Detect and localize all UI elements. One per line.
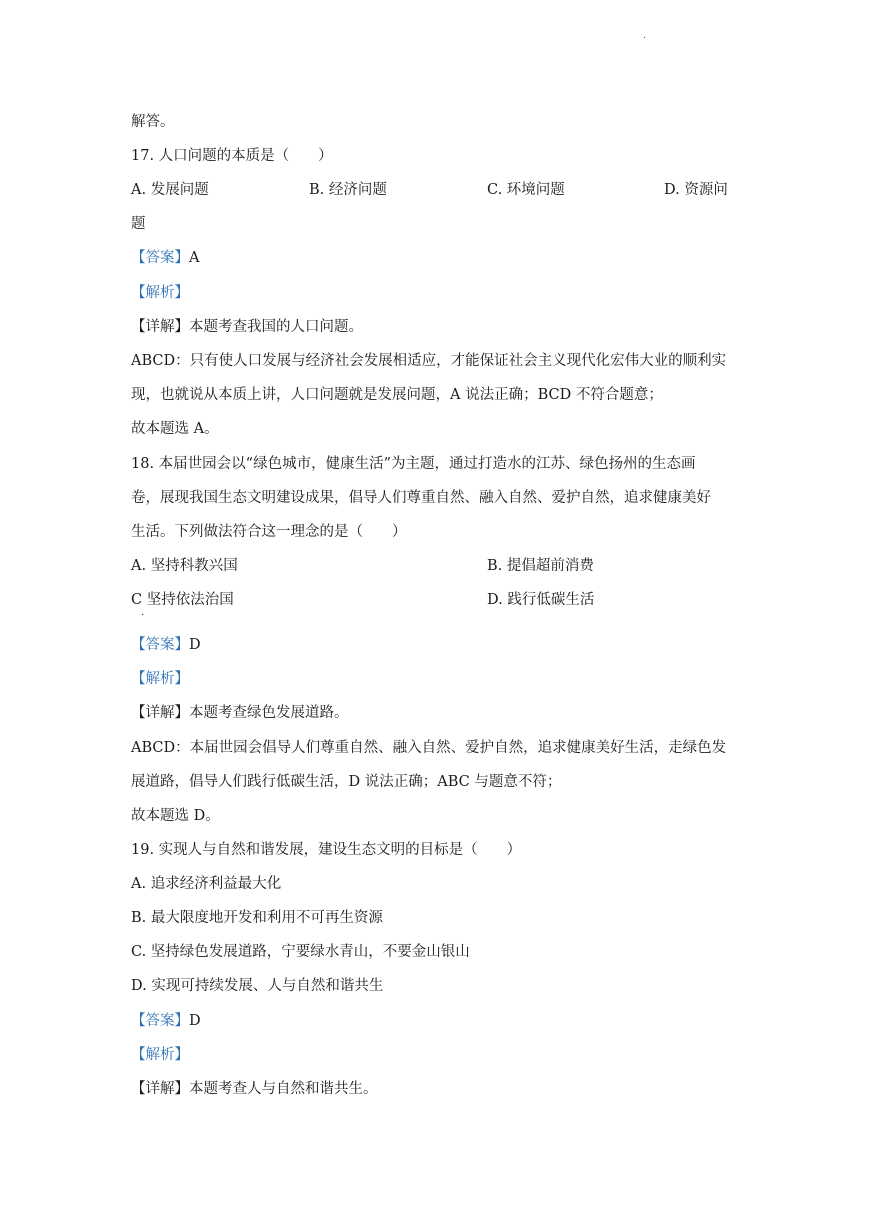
q19-option-d: D. 实现可持续发展、人与自然和谐共生 xyxy=(131,978,384,994)
answer-value: D xyxy=(189,637,201,653)
q17-explain-2: 现，也就说从本质上讲，人口问题就是发展问题，A 说法正确；BCD 不符合题意； xyxy=(131,387,663,403)
answer-tag: 【答案】 xyxy=(131,637,189,653)
detail-text: 本题考查我国的人口问题。 xyxy=(189,319,363,335)
q18-explain-1: ABCD：本届世园会倡导人们尊重自然、融入自然、爱护自然，追求健康美好生活，走绿色发 xyxy=(131,740,727,756)
q18-option-b: B. 提倡超前消费 xyxy=(487,558,594,574)
q18-stem-3: 生活。下列做法符合这一理念的是（ ） xyxy=(131,524,407,540)
q17-option-a: A. 发展问题 xyxy=(131,182,209,198)
q19-option-c: C. 坚持绿色发展道路，宁要绿水青山，不要金山银山 xyxy=(131,944,470,960)
detail-text: 本题考查绿色发展道路。 xyxy=(189,705,349,721)
q17-option-d: D. 资源问 xyxy=(664,182,728,198)
q17-stem: 17. 人口问题的本质是（ ） xyxy=(131,148,333,164)
answer-tag: 【答案】 xyxy=(131,1013,189,1029)
detail-tag: 【详解】 xyxy=(131,319,189,335)
q17-option-wrap: 题 xyxy=(131,216,146,232)
q19-answer xyxy=(131,1011,201,1031)
q17-detail xyxy=(131,317,363,337)
answer-tag: 【答案】 xyxy=(131,250,189,266)
q18-option-d: D. 践行低碳生活 xyxy=(487,592,595,608)
q18-detail xyxy=(131,703,349,723)
q18-stem-2: 卷，展现我国生态文明建设成果，倡导人们尊重自然、融入自然、爱护自然，追求健康美好 xyxy=(131,490,711,506)
q18-analysis-tag: 【解析】 xyxy=(131,671,189,687)
page-mark: . xyxy=(643,30,647,41)
q17-option-c: C. 环境问题 xyxy=(487,182,565,198)
detail-text: 本题考查人与自然和谐共生。 xyxy=(189,1081,378,1097)
detail-tag: 【详解】 xyxy=(131,1081,189,1097)
q17-analysis-tag: 【解析】 xyxy=(131,285,189,301)
intro-text: 解答。 xyxy=(131,114,175,130)
q18-explain-2: 展道路，倡导人们践行低碳生活，D 说法正确；ABC 与题意不符； xyxy=(131,774,562,790)
q17-answer xyxy=(131,248,199,268)
q17-conclusion: 故本题选 A。 xyxy=(131,421,219,437)
q17-option-b: B. 经济问题 xyxy=(309,182,387,198)
q19-analysis-tag: 【解析】 xyxy=(131,1047,189,1063)
answer-value: D xyxy=(189,1013,201,1029)
q18-stem-1: 18. 本届世园会以“绿色城市，健康生活”为主题，通过打造水的江苏、绿色扬州的生态画 xyxy=(131,456,696,472)
q18-answer xyxy=(131,635,201,655)
q17-explain-1: ABCD：只有使人口发展与经济社会发展相适应，才能保证社会主义现代化宏伟大业的顺利实 xyxy=(131,353,727,369)
detail-tag: 【详解】 xyxy=(131,705,189,721)
q18-conclusion: 故本题选 D。 xyxy=(131,808,220,824)
q19-option-b: B. 最大限度地开发和利用不可再生资源 xyxy=(131,910,383,926)
q18-option-c: C 坚持依法治国 xyxy=(131,592,234,608)
q18-option-a: A. 坚持科教兴国 xyxy=(131,558,238,574)
q19-detail xyxy=(131,1079,378,1099)
answer-value: A xyxy=(189,250,200,266)
q19-stem: 19. 实现人与自然和谐发展，建设生态文明的目标是（ ） xyxy=(131,842,522,858)
q19-option-a: A. 追求经济利益最大化 xyxy=(131,876,282,892)
stray-dot: . xyxy=(141,607,145,618)
